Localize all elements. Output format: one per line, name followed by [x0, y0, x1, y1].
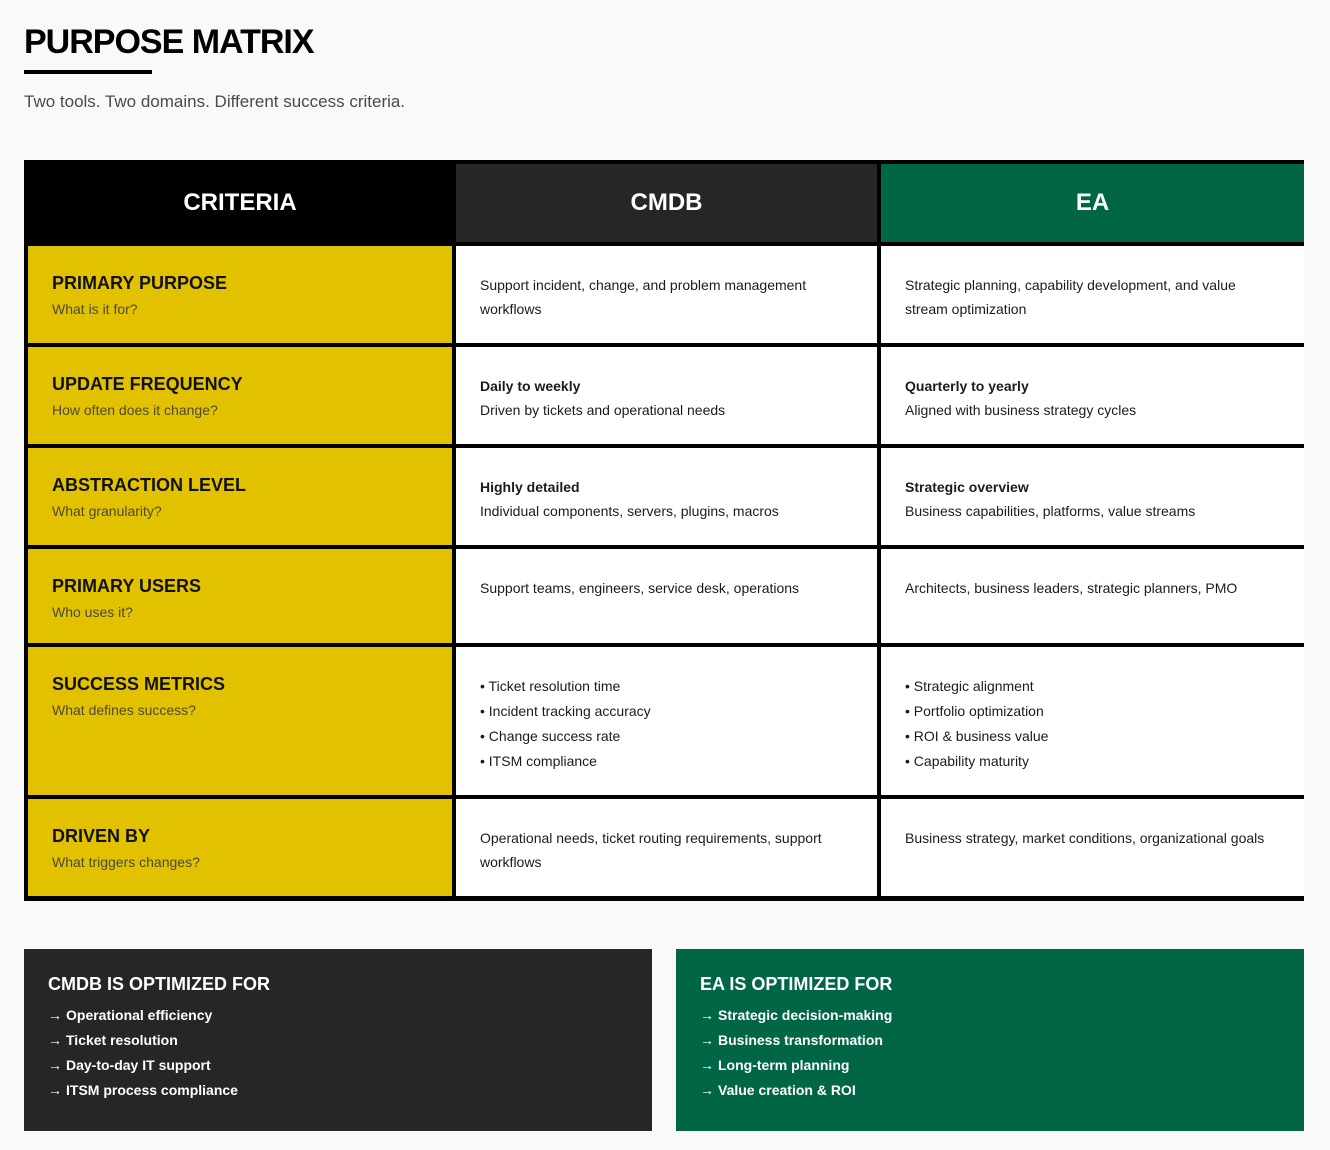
list-item: • Incident tracking accuracy: [480, 699, 853, 724]
criteria-question: What triggers changes?: [52, 854, 200, 870]
list-item: [700, 1078, 1280, 1103]
cmdb-update-frequency: [456, 347, 877, 444]
arrow-right-icon: →: [48, 1082, 62, 1098]
list-item: [700, 1053, 1280, 1078]
arrow-right-icon: →: [48, 1057, 62, 1073]
purpose-matrix-table: [24, 160, 1304, 901]
cell-emphasis: Strategic overview: [905, 479, 1029, 495]
criteria-question: How often does it change?: [52, 402, 218, 418]
criteria-driven-by: [28, 799, 452, 896]
cell-text: Driven by tickets and operational needs: [480, 402, 726, 418]
criteria-title: ABSTRACTION LEVEL: [52, 475, 247, 495]
ea-abstraction-level: [881, 448, 1304, 545]
list-item: [48, 1078, 628, 1103]
criteria-primary-purpose: [28, 246, 452, 343]
cell-emphasis: Daily to weekly: [480, 378, 581, 394]
page-title: PURPOSE MATRIX: [24, 23, 314, 61]
cell-text: Aligned with business strategy cycles: [905, 402, 1137, 418]
cell-text: Individual components, servers, plugins, macros: [480, 503, 779, 519]
item-label: Strategic decision-making: [718, 1007, 893, 1023]
list-item: • Portfolio optimization: [905, 699, 1280, 724]
criteria-success-metrics: [28, 647, 452, 795]
cmdb-driven-by: [456, 799, 877, 896]
list-item: • ROI & business value: [905, 724, 1280, 749]
cell-text: Architects, business leaders, strategic planners, PMO: [905, 580, 1238, 596]
criteria-title: PRIMARY PURPOSE: [52, 273, 228, 293]
criteria-primary-users: [28, 549, 452, 643]
criteria-title: DRIVEN BY: [52, 826, 151, 846]
cell-text: Operational needs, ticket routing requirements, support workflows: [480, 830, 822, 870]
page-subtitle: Two tools. Two domains. Different success criteria.: [24, 92, 406, 111]
list-item: [700, 1003, 1280, 1028]
criteria-question: What defines success?: [52, 702, 196, 718]
list-item: • Strategic alignment: [905, 674, 1280, 699]
criteria-question: What is it for?: [52, 301, 138, 317]
item-label: Value creation & ROI: [718, 1082, 856, 1098]
cell-emphasis: Highly detailed: [480, 479, 580, 495]
cell-text: Support incident, change, and problem management workflows: [480, 277, 807, 317]
item-label: Day-to-day IT support: [66, 1057, 211, 1073]
header-ea: EA: [881, 164, 1304, 242]
list-item: • Ticket resolution time: [480, 674, 853, 699]
criteria-update-frequency: [28, 347, 452, 444]
header-cmdb: CMDB: [456, 164, 877, 242]
header-criteria: CRITERIA: [28, 164, 452, 242]
cmdb-abstraction-level: [456, 448, 877, 545]
ea-primary-purpose: [881, 246, 1304, 343]
ea-primary-users: [881, 549, 1304, 643]
cell-text: Strategic planning, capability development, and value stream optimization: [905, 277, 1236, 317]
list-item: [48, 1028, 628, 1053]
metrics-list: [905, 674, 1280, 774]
list-item: [48, 1003, 628, 1028]
cmdb-primary-users: [456, 549, 877, 643]
criteria-title: PRIMARY USERS: [52, 576, 202, 596]
ea-update-frequency: [881, 347, 1304, 444]
metrics-list: [480, 674, 853, 774]
cmdb-primary-purpose: [456, 246, 877, 343]
arrow-right-icon: →: [48, 1007, 62, 1023]
list-item: • Change success rate: [480, 724, 853, 749]
arrow-right-icon: →: [700, 1082, 714, 1098]
cell-text: Support teams, engineers, service desk, operations: [480, 580, 800, 596]
cmdb-success-metrics: [456, 647, 877, 795]
arrow-right-icon: →: [700, 1057, 714, 1073]
cell-text: Business strategy, market conditions, organizational goals: [905, 830, 1265, 846]
optimized-list: [48, 1003, 628, 1103]
criteria-abstraction-level: [28, 448, 452, 545]
arrow-right-icon: →: [700, 1032, 714, 1048]
item-label: Operational efficiency: [66, 1007, 213, 1023]
panel-title: EA IS OPTIMIZED FOR: [700, 974, 893, 994]
item-label: Business transformation: [718, 1032, 883, 1048]
cell-emphasis: Quarterly to yearly: [905, 378, 1029, 394]
optimized-list: [700, 1003, 1280, 1103]
item-label: ITSM process compliance: [66, 1082, 238, 1098]
panel-title: CMDB IS OPTIMIZED FOR: [48, 974, 270, 994]
list-item: [700, 1028, 1280, 1053]
criteria-title: SUCCESS METRICS: [52, 674, 226, 694]
ea-success-metrics: [881, 647, 1304, 795]
criteria-question: Who uses it?: [52, 604, 133, 620]
list-item: [48, 1053, 628, 1078]
cmdb-optimized-panel: [24, 949, 652, 1131]
list-item: • ITSM compliance: [480, 749, 853, 774]
arrow-right-icon: →: [700, 1007, 714, 1023]
criteria-question: What granularity?: [52, 503, 162, 519]
cell-text: Business capabilities, platforms, value streams: [905, 503, 1196, 519]
arrow-right-icon: →: [48, 1032, 62, 1048]
ea-optimized-panel: [676, 949, 1304, 1131]
title-underline: [24, 70, 152, 74]
item-label: Ticket resolution: [66, 1032, 178, 1048]
item-label: Long-term planning: [718, 1057, 850, 1073]
criteria-title: UPDATE FREQUENCY: [52, 374, 243, 394]
ea-driven-by: [881, 799, 1304, 896]
list-item: • Capability maturity: [905, 749, 1280, 774]
